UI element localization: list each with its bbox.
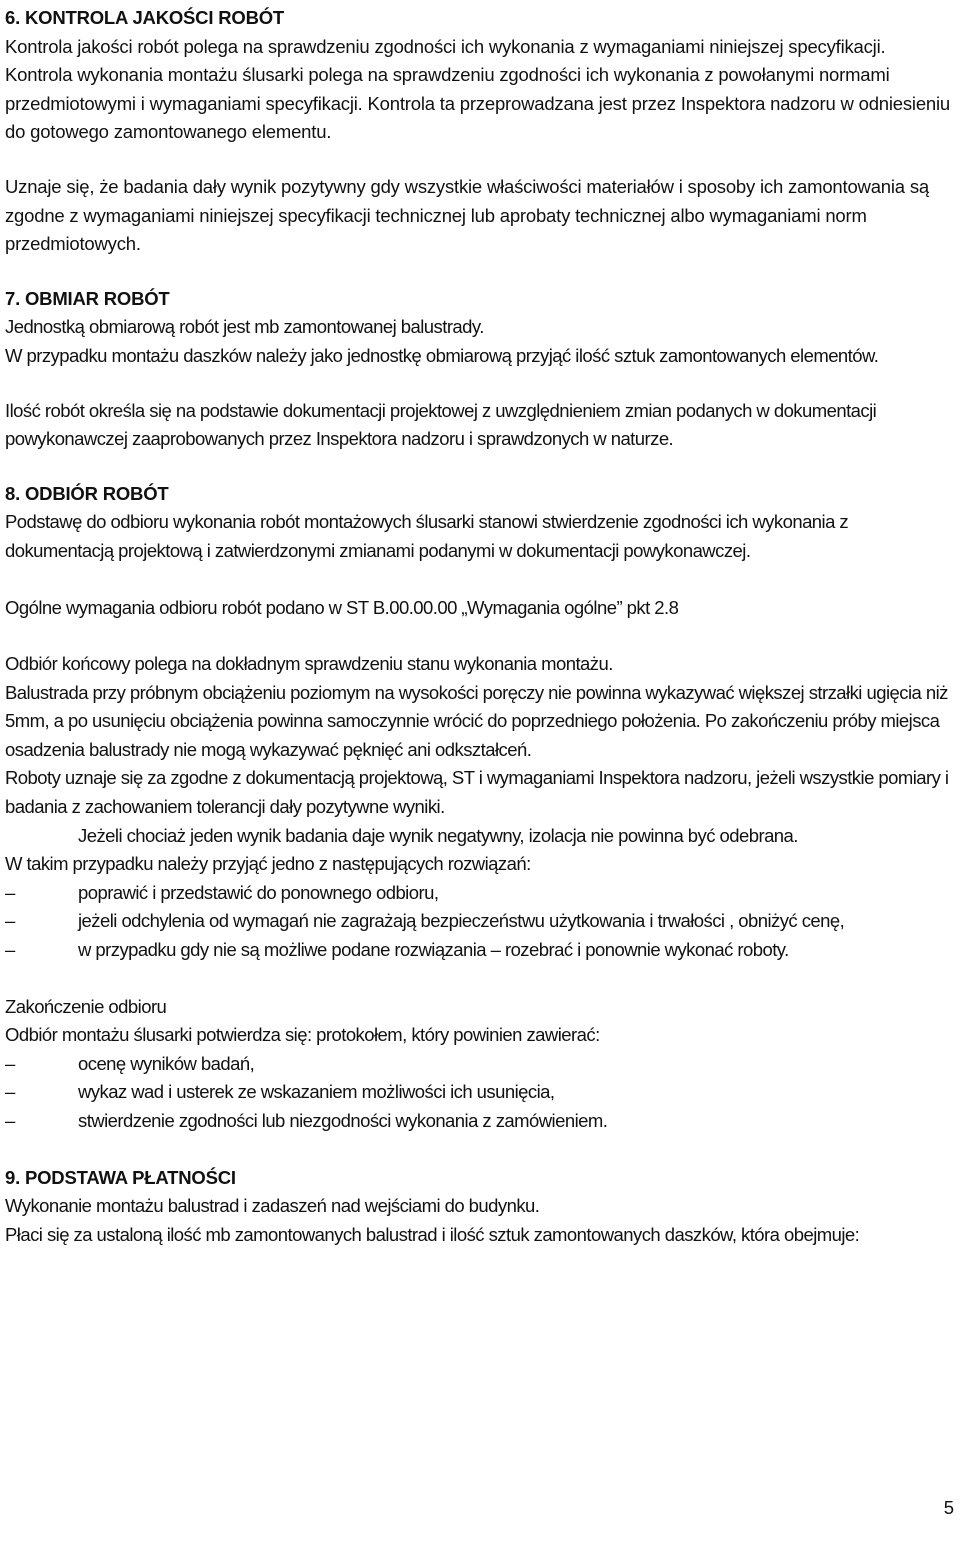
section-7-paragraph-3: Ilość robót określa się na podstawie dokumentacji projektowej z uwzględnieniem zmian podanych w dokumentacji powykonawczej zaaprobowanych przez Inspektora nadzoru i sprawdzonych w naturze. xyxy=(5,399,877,450)
dash-bullet: – xyxy=(5,1081,15,1103)
document-page xyxy=(5,4,955,1249)
section-8-paragraph-1: Podstawę do odbioru wykonania robót montażowych ślusarki stanowi stwierdzenie zgodności ich wykonania z dokumentacją projektową i zatwierdzonymi zmianami podanymi w dokumentacji powykonawczej. xyxy=(5,511,849,561)
section-9-heading: 9. PODSTAWA PŁATNOŚCI xyxy=(5,1166,236,1188)
section-7-paragraph-1: Jednostką obmiarową robót jest mb zamontowanej balustrady. xyxy=(5,316,484,338)
section-8-paragraph-2: Ogólne wymagania odbioru robót podano w ST B.00.00.00 „Wymagania ogólne” pkt 2.8 xyxy=(5,596,679,618)
section-8-paragraph-9: Odbiór montażu ślusarki potwierdza się: protokołem, który powinien zawierać: xyxy=(5,1024,600,1046)
section-7-heading: 7. OBMIAR ROBÓT xyxy=(5,287,170,309)
section-9-paragraph-1: Wykonanie montażu balustrad i zadaszeń nad wejściami do budynku. xyxy=(5,1195,540,1217)
list-item: – wykaz wad i usterek ze wskazaniem możliwości ich usunięcia, xyxy=(5,1078,955,1107)
section-6-paragraph-3: Uznaje się, że badania dały wynik pozytywny gdy wszystkie właściwości materiałów i sposoby ich zamontowania są zgodne z wymaganiami niniejszej specyfikacji technicznej lub aprobaty technicznej albo wymaganiami norm przedmiotowych. xyxy=(5,175,929,255)
section-6-paragraph-2: Kontrola wykonania montażu ślusarki polega na sprawdzeniu zgodności ich wykonania z powołanymi normami przedmiotowymi i wymaganiami specyfikacji. Kontrola ta przeprowadzana jest przez Inspektora nadzoru w odniesieniu do gotowego zamontowanego elementu. xyxy=(5,64,951,143)
section-8-paragraph-4: Balustrada przy próbnym obciążeniu poziomym na wysokości poręczy nie powinna wykazywać większej strzałki ugięcia niż 5mm, a po usunięciu obciążenia powinna samoczynnie wrócić do poprzedniego położenia. Po zakończeniu próby miejsca osadzenia balustrady nie mogą wykazywać pęknięć ani odkształceń. xyxy=(5,681,948,760)
list-item: – w przypadku gdy nie są możliwe podane rozwiązania – rozebrać i ponownie wykonać roboty. xyxy=(5,936,955,965)
remedies-list xyxy=(5,879,955,965)
section-9-paragraph-2: Płaci się za ustaloną ilość mb zamontowanych balustrad i ilość sztuk zamontowanych daszków, która obejmuje: xyxy=(5,1223,860,1245)
list-item: – ocenę wyników badań, xyxy=(5,1050,955,1079)
protocol-contents-list xyxy=(5,1050,955,1136)
list-item: – jeżeli odchylenia od wymagań nie zagrażają bezpieczeństwu użytkowania i trwałości , obniżyć cenę, xyxy=(5,907,955,936)
section-8-paragraph-5: Roboty uznaje się za zgodne z dokumentacją projektową, ST i wymaganiami Inspektora nadzoru, jeżeli wszystkie pomiary i badania z zachowaniem tolerancji dały pozytywne wyniki. xyxy=(5,767,949,818)
section-6-heading: 6. KONTROLA JAKOŚCI ROBÓT xyxy=(5,7,285,28)
section-7-paragraph-2: W przypadku montażu daszków należy jako jednostkę obmiarową przyjąć ilość sztuk zamontowanych elementów. xyxy=(5,344,879,366)
section-8-paragraph-3: Odbiór końcowy polega na dokładnym sprawdzeniu stanu wykonania montażu. xyxy=(5,653,613,675)
section-8-paragraph-6: Jeżeli chociaż jeden wynik badania daje wynik negatywny, izolacja nie powinna być odebrana. xyxy=(78,824,798,846)
dash-bullet: – xyxy=(5,1110,15,1131)
list-item: – poprawić i przedstawić do ponownego odbioru, xyxy=(5,879,955,908)
dash-bullet: – xyxy=(5,1052,15,1074)
section-6-paragraph-1: Kontrola jakości robót polega na sprawdzeniu zgodności ich wykonania z wymaganiami niniejszej specyfikacji. xyxy=(5,35,886,57)
section-8-paragraph-7: W takim przypadku należy przyjąć jedno z następujących rozwiązań: xyxy=(5,853,531,875)
page-number: 5 xyxy=(943,1497,954,1518)
dash-bullet: – xyxy=(5,939,15,961)
dash-bullet: – xyxy=(5,910,15,932)
list-item: – stwierdzenie zgodności lub niezgodności wykonania z zamówieniem. xyxy=(5,1107,955,1136)
section-8-heading: 8. ODBIÓR ROBÓT xyxy=(5,482,169,504)
dash-bullet: – xyxy=(5,881,15,903)
section-8-paragraph-8: Zakończenie odbioru xyxy=(5,995,167,1017)
